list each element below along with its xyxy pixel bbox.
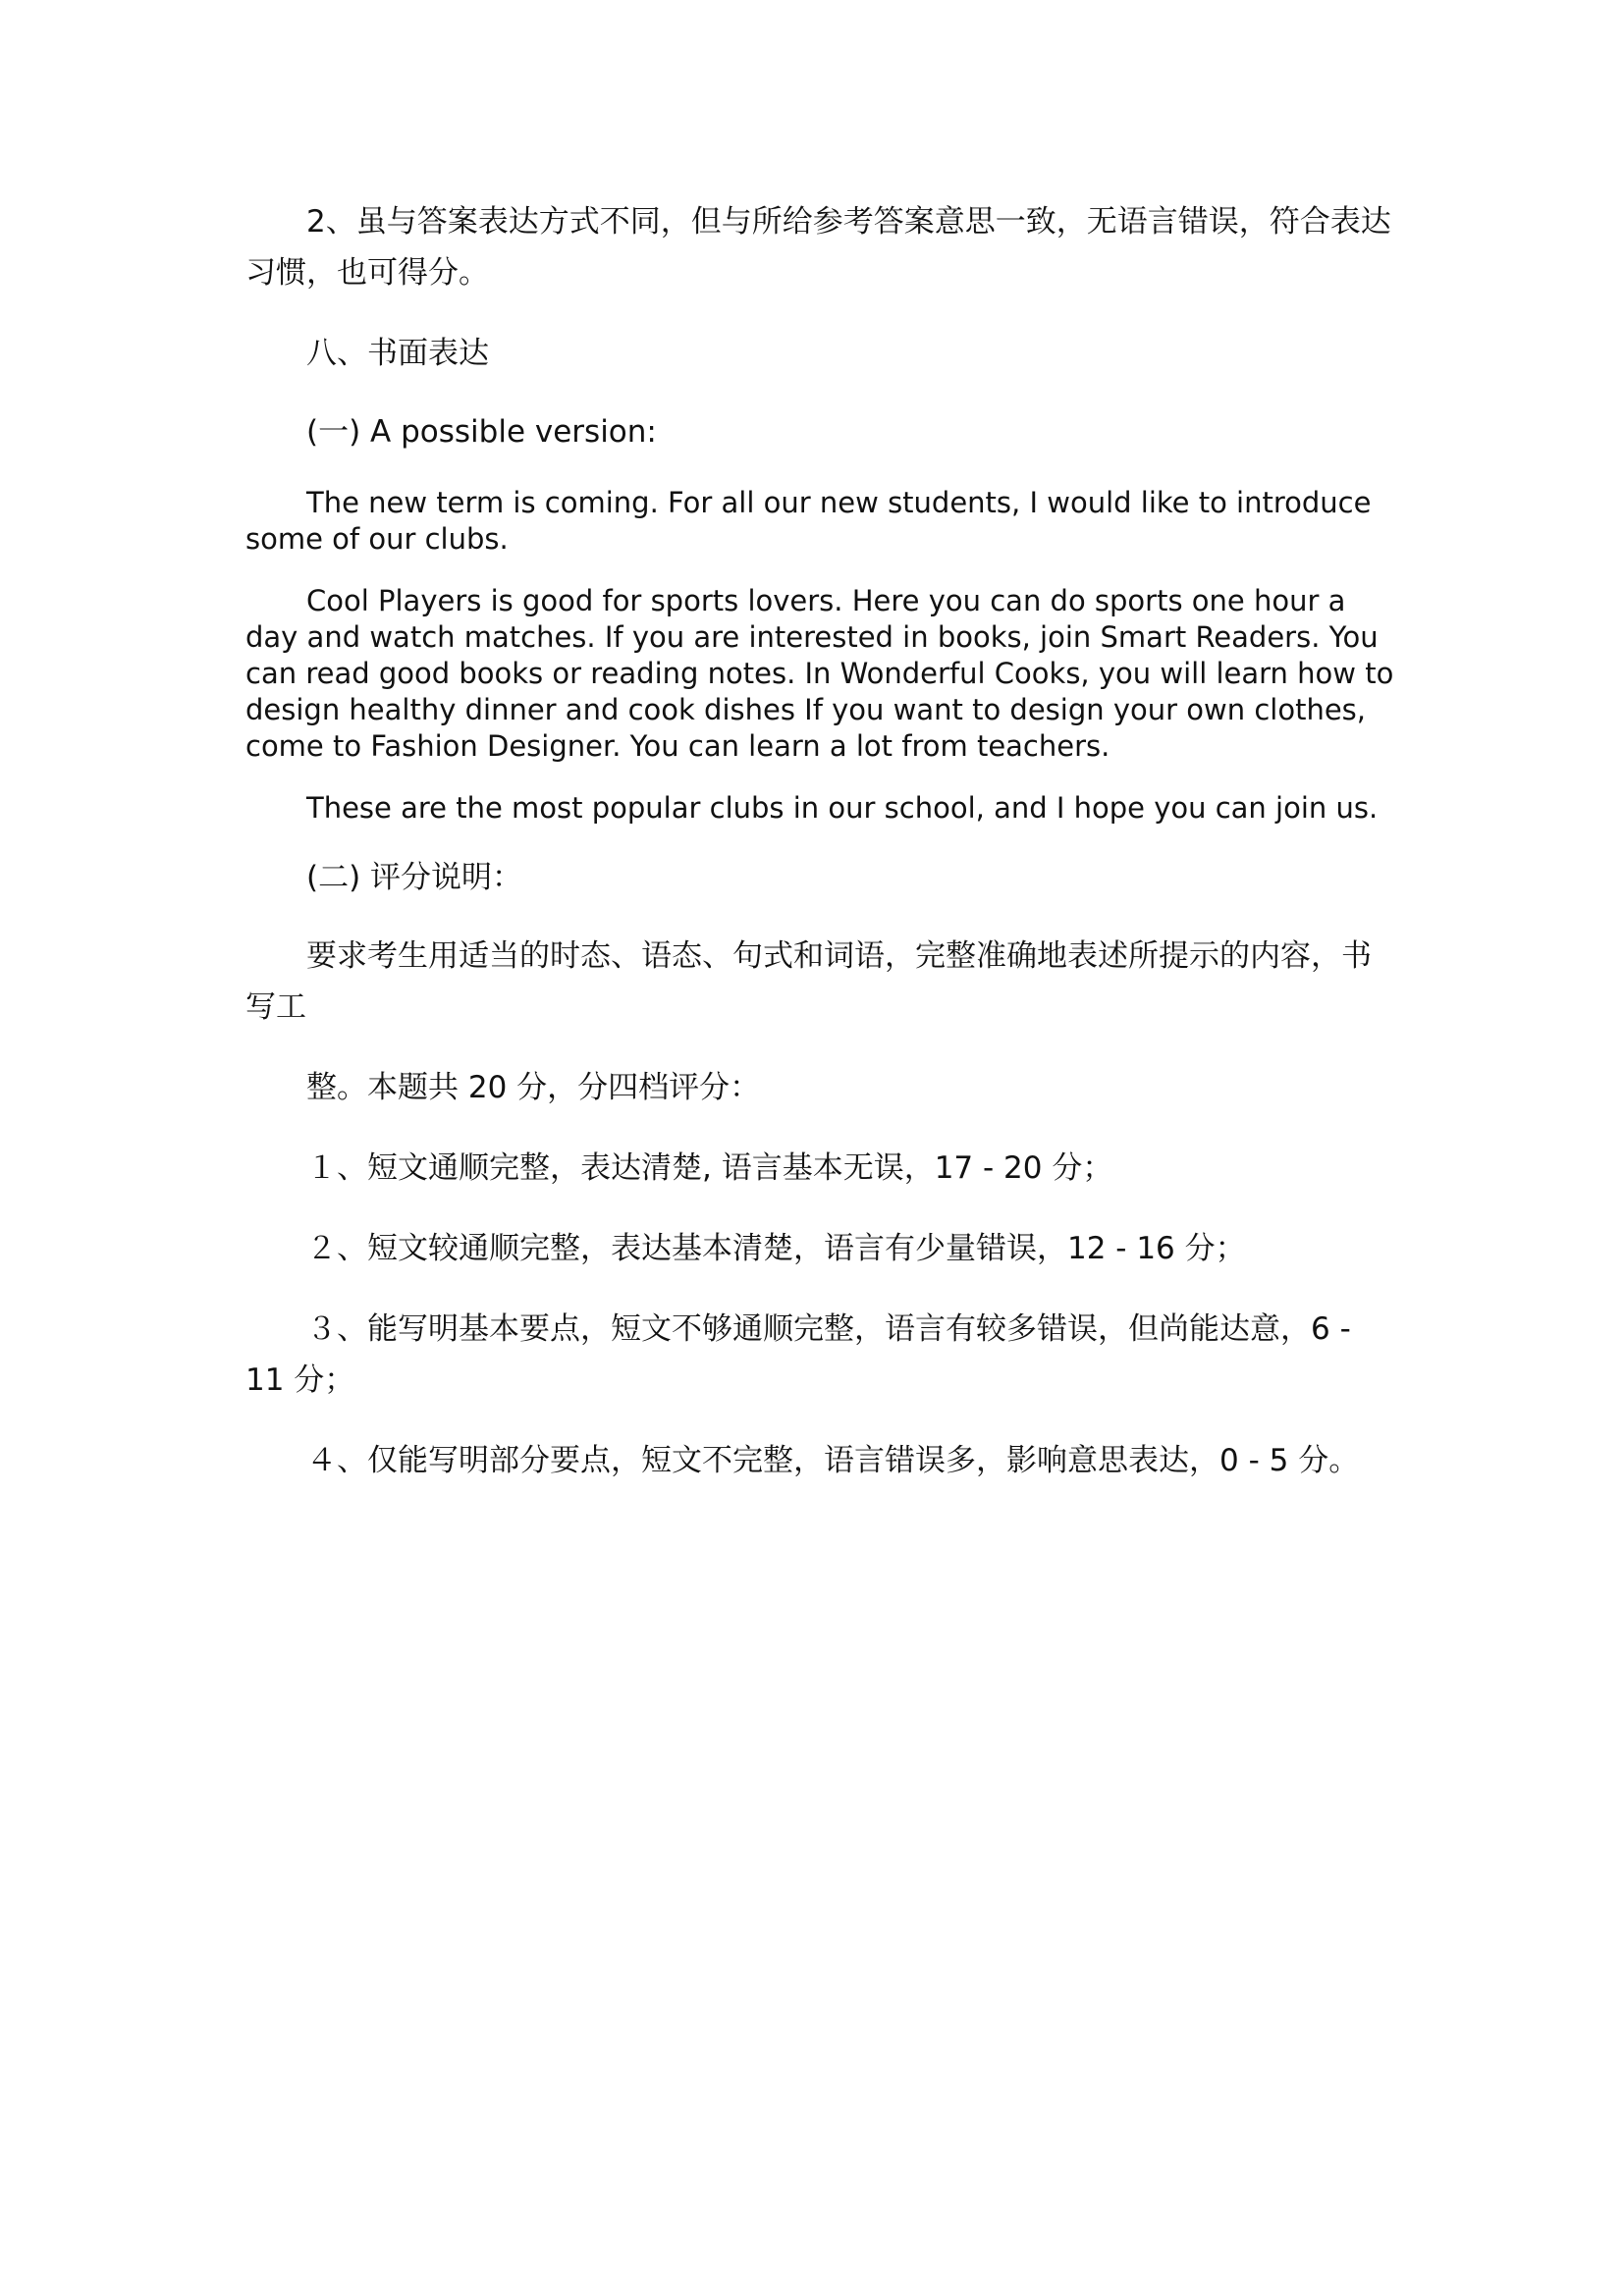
scoring-tier-4: ４、仅能写明部分要点，短文不完整，语言错误多，影响意思表达，0 - 5 分。 (306, 1443, 1360, 1478)
scoring-tier-1: １、短文通顺完整，表达清楚, 语言基本无误，17 - 20 分； (306, 1150, 1113, 1186)
subsection-heading-scoring: (二) 评分说明： (306, 860, 523, 895)
essay-paragraph-closing: These are the most popular clubs in our school, and I hope you can join us. (306, 791, 1379, 825)
scoring-note-2: 2、虽与答案表达方式不同，但与所给参考答案意思一致，无语言错误，符合表达习惯，也可得分。 (245, 204, 1391, 291)
scoring-total: 整。本题共 20 分，分四档评分： (306, 1070, 761, 1105)
essay-paragraph-intro: The new term is coming. For all our new students, I would like to introduce some of our clubs. (245, 486, 1372, 556)
scoring-tier-3: ３、能写明基本要点，短文不够通顺完整，语言有较多错误，但尚能达意，6 - 11 分； (245, 1311, 1351, 1398)
document-body (245, 196, 1394, 1516)
section-heading-writing: 八、书面表达 (306, 336, 489, 371)
essay-paragraph-clubs: Cool Players is good for sports lovers. Here you can do sports one hour a day and watch matches. If you are interested in books, join Smart Readers. You can read good books or reading notes. In Wonderful Cooks, you will learn how to design healthy dinner and cook dishes If you want to design your own clothes, come to Fashion Designer. You can learn a lot from teachers. (245, 584, 1394, 763)
subsection-heading-possible-version: (一) A possible version: (306, 414, 657, 450)
scoring-requirement: 要求考生用适当的时态、语态、句式和词语，完整准确地表述所提示的内容，书写工 (245, 938, 1372, 1025)
scoring-tier-2: ２、短文较通顺完整，表达基本清楚，语言有少量错误，12 - 16 分； (306, 1231, 1246, 1266)
